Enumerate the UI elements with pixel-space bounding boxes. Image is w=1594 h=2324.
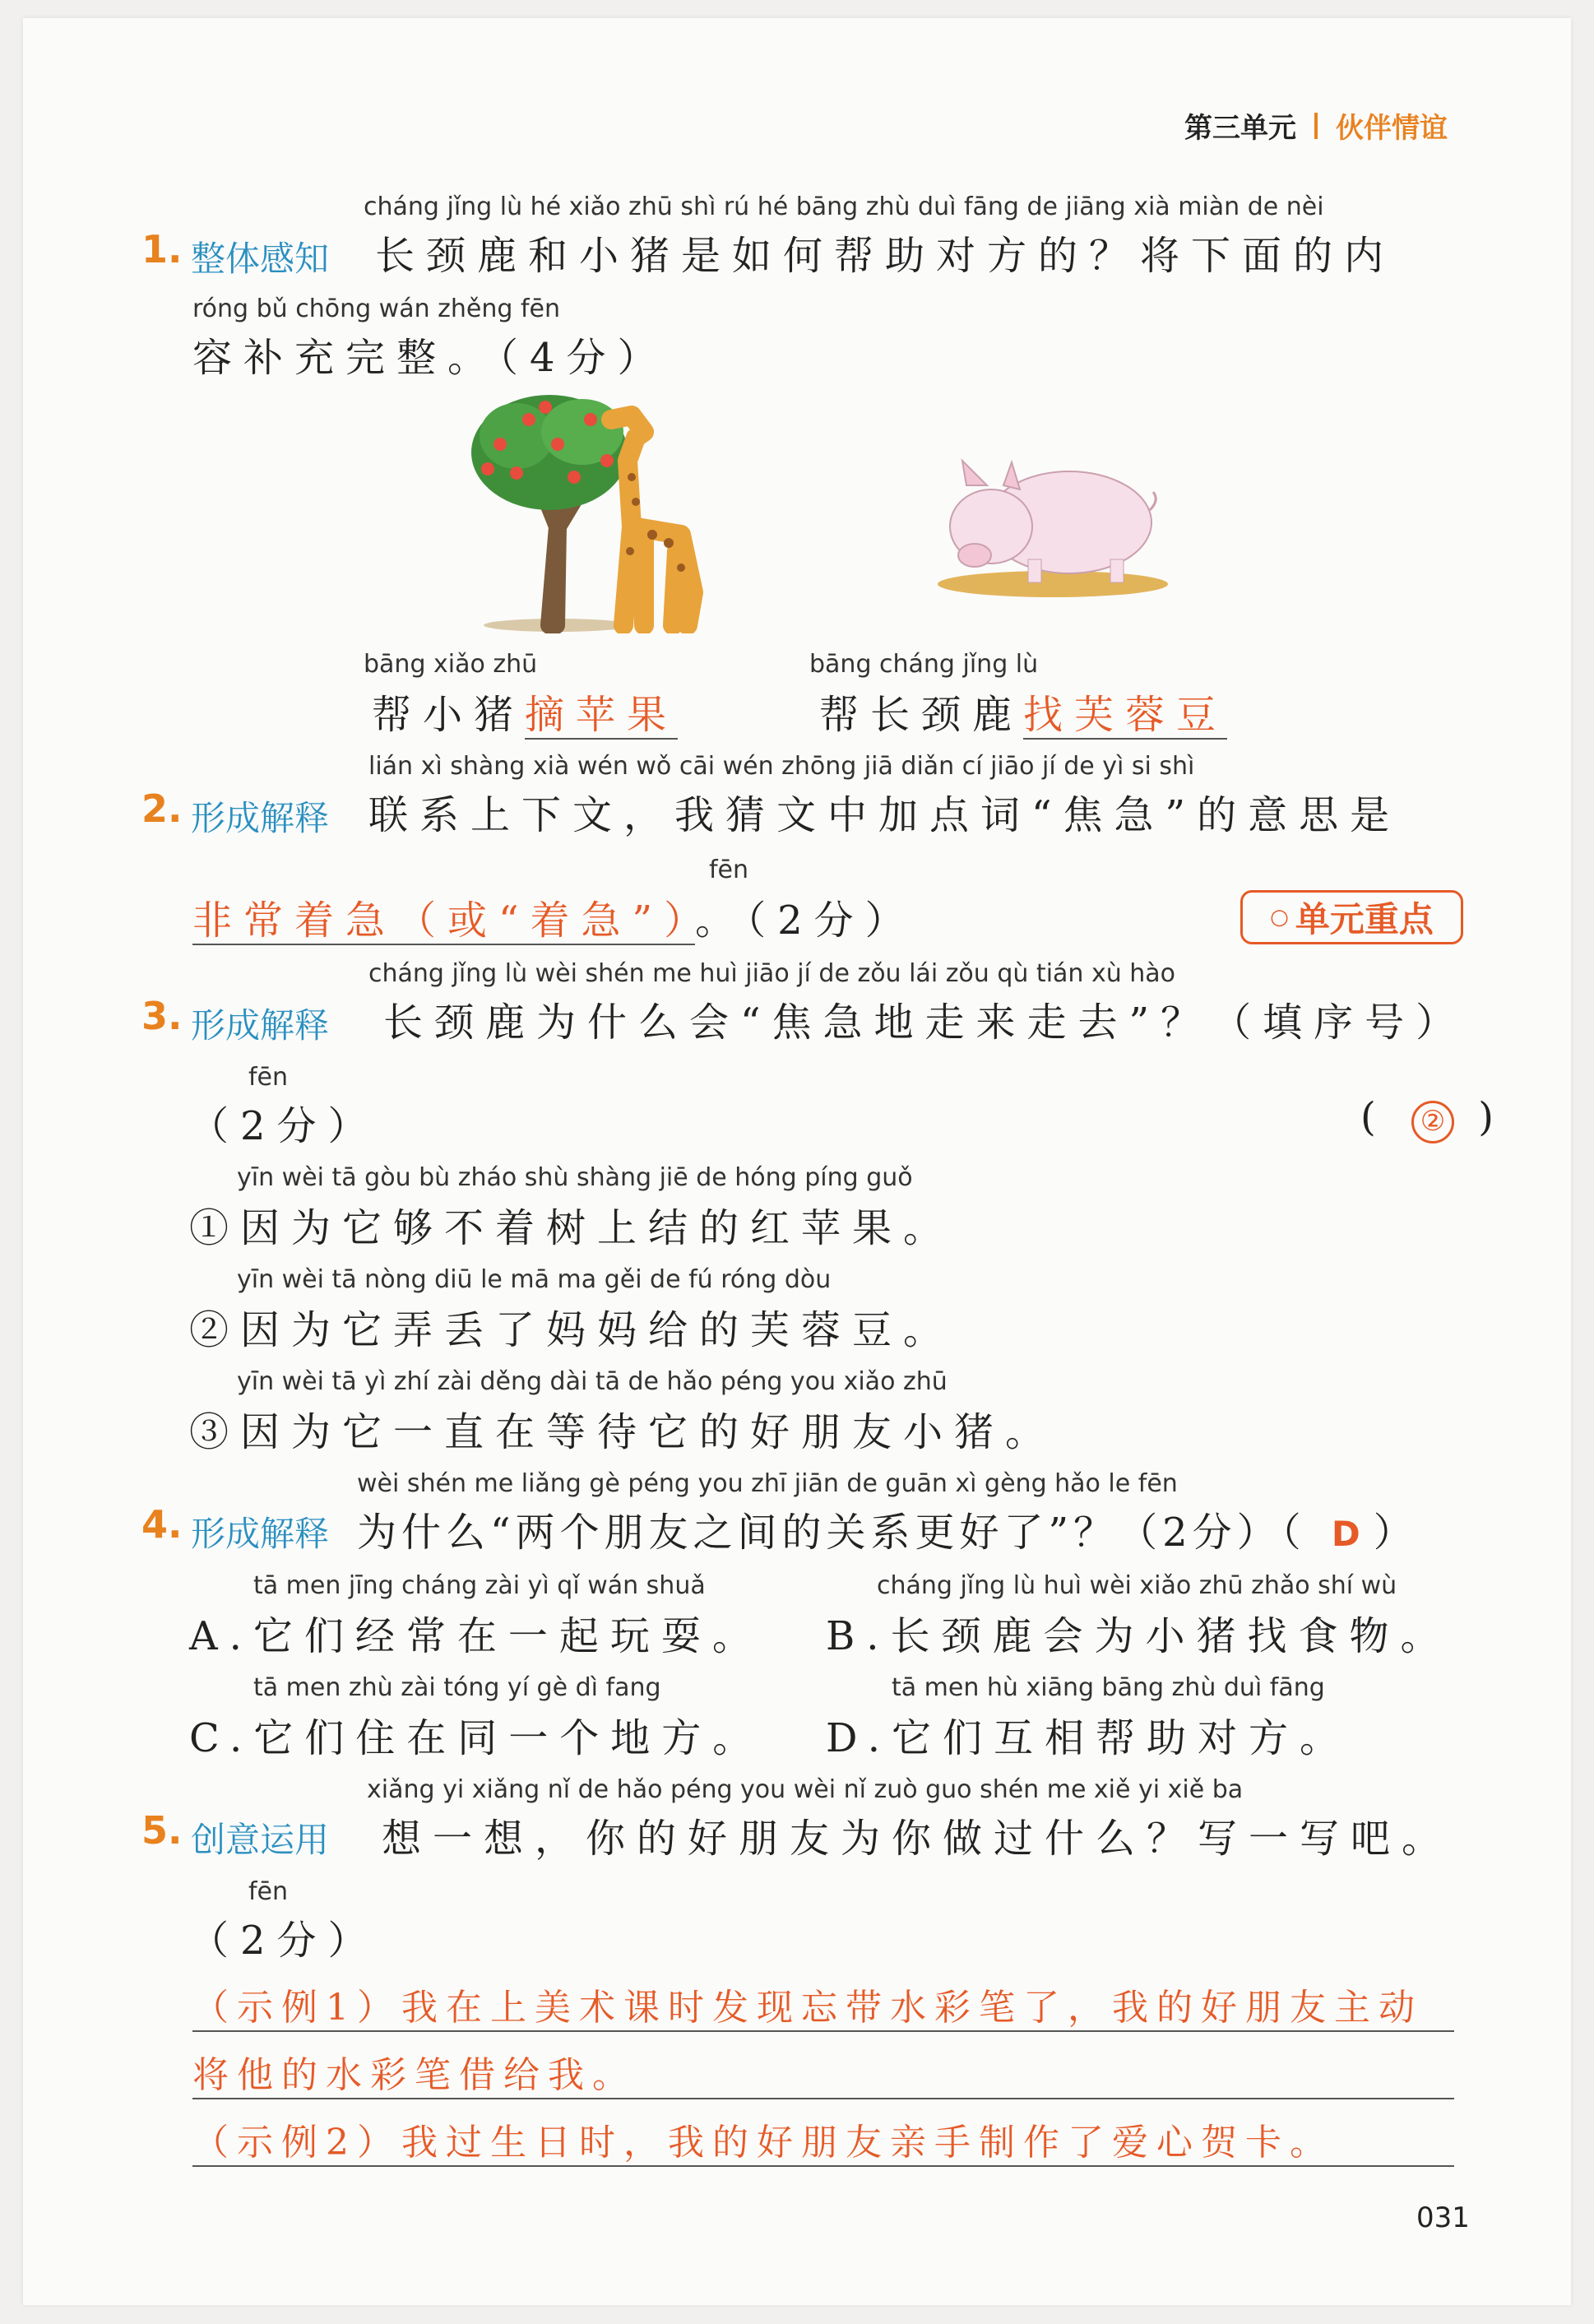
q5-pinyin-line2: fēn <box>248 1877 289 1906</box>
q3-score: （2分） <box>189 1103 379 1149</box>
q4-option-a: A.它们经常在一起玩耍。 <box>189 1613 763 1659</box>
q5-score: （2分） <box>189 1918 379 1964</box>
q4-option-a-pinyin: tā men jīng cháng zài yì qǐ wán shuǎ <box>253 1571 706 1600</box>
q3-option3: ③因为它一直在等待它的好朋友小猪。 <box>189 1409 1057 1455</box>
q3-number: 3. <box>141 994 183 1038</box>
q2-score: 。（2分） <box>695 898 916 944</box>
q1-left-label: 帮小猪 <box>372 692 526 738</box>
q1-question-line2: 容补充完整。（4分） <box>192 335 669 381</box>
q3-tag: 形成解释 <box>191 1005 330 1046</box>
q4-question-text: 为什么“两个朋友之间的关系更好了”？（2分）（ <box>357 1510 1306 1556</box>
unit-theme: 伙伴情谊 <box>1336 112 1448 145</box>
q1-question-line1: 长颈鹿和小猪是如何帮助对方的？将下面的内 <box>375 233 1396 279</box>
q1-left-pinyin: bāng xiǎo zhū <box>364 650 538 679</box>
q3-answer: ② <box>1411 1101 1454 1143</box>
q3-pinyin-line2: fēn <box>248 1063 289 1092</box>
q4-option-d-pinyin: tā men hù xiāng bāng zhù duì fāng <box>892 1673 1325 1702</box>
q4-number: 4. <box>141 1502 183 1547</box>
q2-answer-line <box>192 888 916 945</box>
q1-right-item <box>819 683 1227 740</box>
q5-tag: 创意运用 <box>191 1820 330 1860</box>
q4-option-c: C.它们住在同一个地方。 <box>189 1715 764 1761</box>
q2-number: 2. <box>141 786 183 831</box>
q1-tag: 整体感知 <box>191 239 330 279</box>
q3-option3-pinyin: yīn wèi tā yì zhí zài děng dài tā de hǎo péng you xiǎo zhū <box>237 1367 948 1396</box>
q3-answer-bracket: ( ② ) <box>1360 1094 1505 1143</box>
q5-answer-line2: 将他的水彩笔借给我。 <box>192 2045 1454 2099</box>
q4-tag: 形成解释 <box>191 1514 330 1554</box>
q3-option2: ②因为它弄丢了妈妈给的芙蓉豆。 <box>189 1307 955 1353</box>
pig-illustration <box>929 428 1168 601</box>
badge-circle-icon: ○ <box>1270 905 1289 930</box>
q3-option2-pinyin: yīn wèi tā nòng diū le mā ma gěi de fú róng dòu <box>237 1265 832 1294</box>
q2-pinyin-line1: lián xì shàng xià wén wǒ cāi wén zhōng jiā diǎn cí jiāo jí de yì si shì <box>368 752 1195 781</box>
q4-option-b: B.长颈鹿会为小猪找食物。 <box>826 1613 1452 1659</box>
q5-number: 5. <box>141 1808 183 1853</box>
q1-left-item <box>372 683 678 740</box>
q2-answer: 非常着急（或“着急”） <box>192 898 696 944</box>
q4-option-b-pinyin: cháng jǐng lù huì wèi xiǎo zhū zhǎo shí wù <box>877 1571 1397 1600</box>
q2-tag: 形成解释 <box>191 798 330 838</box>
page-header <box>1184 105 1448 146</box>
q1-right-pinyin: bāng cháng jǐng lù <box>809 650 1039 679</box>
q5-question-line1: 想一想，你的好朋友为你做过什么？写一写吧。 <box>382 1816 1453 1862</box>
unit-key-badge <box>1240 890 1463 944</box>
unit-title: 第三单元 <box>1184 112 1296 145</box>
q3-pinyin-line1: cháng jǐng lù wèi shén me huì jiāo jí de zǒu lái zǒu qù tián xù hào <box>368 959 1176 988</box>
q4-answer: D <box>1331 1514 1365 1554</box>
q1-right-answer: 找芙蓉豆 <box>1023 692 1228 738</box>
q1-number: 1. <box>141 227 183 271</box>
q4-question <box>357 1501 1418 1557</box>
q1-right-label: 帮长颈鹿 <box>819 692 1024 738</box>
q1-left-answer: 摘苹果 <box>525 692 679 738</box>
q4-option-d: D.它们互相帮助对方。 <box>826 1715 1351 1761</box>
q5-answer-line3: （示例2）我过生日时，我的好朋友亲手制作了爱心贺卡。 <box>192 2113 1454 2167</box>
q4-option-c-pinyin: tā men zhù zài tóng yí gè dì fang <box>253 1673 661 1702</box>
q4-bracket-close: ） <box>1373 1510 1418 1556</box>
q5-answer-line1: （示例1）我在上美术课时发现忘带水彩笔了，我的好朋友主动 <box>192 1978 1454 2032</box>
q1-pinyin-line2: róng bǔ chōng wán zhěng fēn <box>192 295 560 323</box>
q3-option1: ①因为它够不着树上结的红苹果。 <box>189 1205 955 1251</box>
giraffe-illustration <box>467 387 722 633</box>
q3-question-line1: 长颈鹿为什么会“焦急地走来走去”？（填序号） <box>383 1000 1467 1046</box>
q1-pinyin-line1: cháng jǐng lù hé xiǎo zhū shì rú hé bāng zhù duì fāng de jiāng xià miàn de nèi <box>364 193 1324 221</box>
q5-pinyin-line1: xiǎng yi xiǎng nǐ de hǎo péng you wèi nǐ zuò guo shén me xiě yi xiě ba <box>367 1775 1244 1804</box>
page-number: 031 <box>1416 2201 1470 2234</box>
badge-label: 单元重点 <box>1295 899 1434 939</box>
q4-pinyin-line1: wèi shén me liǎng gè péng you zhī jiān de guān xì gèng hǎo le fēn <box>357 1469 1178 1498</box>
q2-pinyin-line2: fēn <box>709 856 749 884</box>
header-divider <box>1314 113 1318 139</box>
q3-option1-pinyin: yīn wèi tā gòu bù zháo shù shàng jiē de hóng píng guǒ <box>237 1163 913 1192</box>
q2-question-line1: 联系上下文，我猜文中加点词“焦急”的意思是 <box>368 792 1402 838</box>
